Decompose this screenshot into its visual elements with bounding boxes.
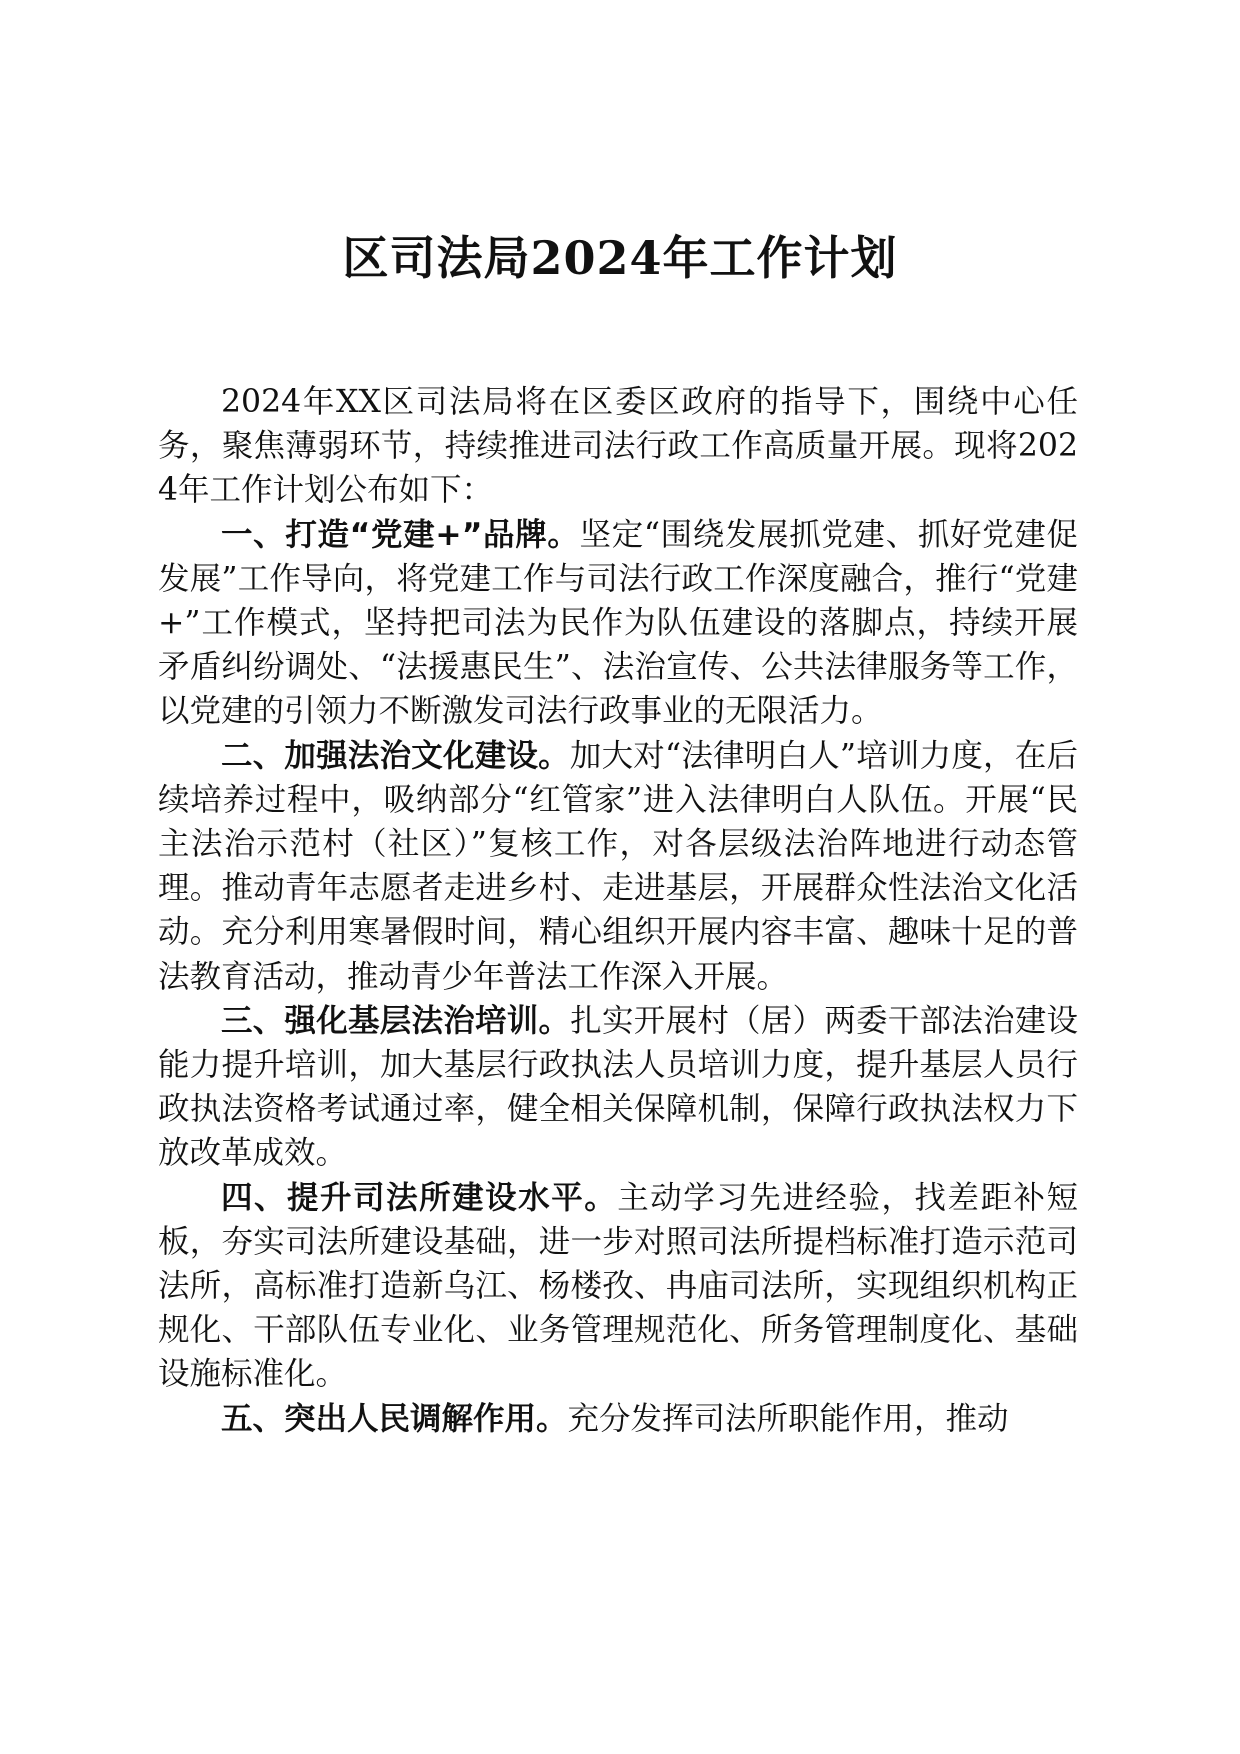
section-body-5: 充分发挥司法所职能作用，推动	[567, 1400, 1009, 1437]
section-heading-3: 三、强化基层法治培训。	[221, 1002, 571, 1039]
section-heading-2: 二、加强法治文化建设。	[221, 737, 570, 774]
section-paragraph-3	[158, 999, 1078, 1176]
section-heading-1: 一、打造“党建+”品牌。	[221, 516, 580, 553]
intro-paragraph: 2024年XX区司法局将在区委区政府的指导下，围绕中心任务，聚焦薄弱环节，持续推进司法行政工作高质量开展。现将2024年工作计划公布如下：	[158, 384, 1078, 509]
document-body	[158, 380, 1078, 1441]
section-heading-4: 四、提升司法所建设水平。	[221, 1179, 618, 1216]
section-heading-5: 五、突出人民调解作用。	[221, 1400, 568, 1437]
document-title: 区司法局2024年工作计划	[342, 231, 898, 285]
section-body-4: 主动学习先进经验，找差距补短板，夯实司法所建设基础，进一步对照司法所提档标准打造示范司法所，高标准打造新乌江、杨楼孜、冉庙司法所，实现组织机构正规化、干部队伍专业化、业务管理规范化、所务管理制度化、基础设施标准化。	[158, 1179, 1078, 1393]
section-paragraph-2	[158, 734, 1078, 999]
section-paragraph-1	[158, 513, 1078, 734]
section-body-3: 扎实开展村（居）两委干部法治建设能力提升培训，加大基层行政执法人员培训力度，提升基层人员行政执法资格考试通过率，健全相关保障机制，保障行政执法权力下放改革成效。	[158, 1002, 1078, 1172]
section-body-2: 加大对“法律明白人”培训力度，在后续培养过程中，吸纳部分“红管家”进入法律明白人队伍。开展“民主法治示范村（社区）”复核工作，对各层级法治阵地进行动态管理。推动青年志愿者走进乡村、走进基层，开展群众性法治文化活动。充分利用寒暑假时间，精心组织开展内容丰富、趣味十足的普法教育活动，推动青少年普法工作深入开展。	[158, 737, 1078, 995]
section-paragraph-4	[158, 1176, 1078, 1397]
section-body-1: 坚定“围绕发展抓党建、抓好党建促发展”工作导向，将党建工作与司法行政工作深度融合，推行“党建+”工作模式，坚持把司法为民作为队伍建设的落脚点，持续开展矛盾纠纷调处、“法援惠民生”、法治宣传、公共法律服务等工作，以党建的引领力不断激发司法行政事业的无限活力。	[158, 516, 1078, 730]
section-paragraph-5	[158, 1397, 1078, 1441]
